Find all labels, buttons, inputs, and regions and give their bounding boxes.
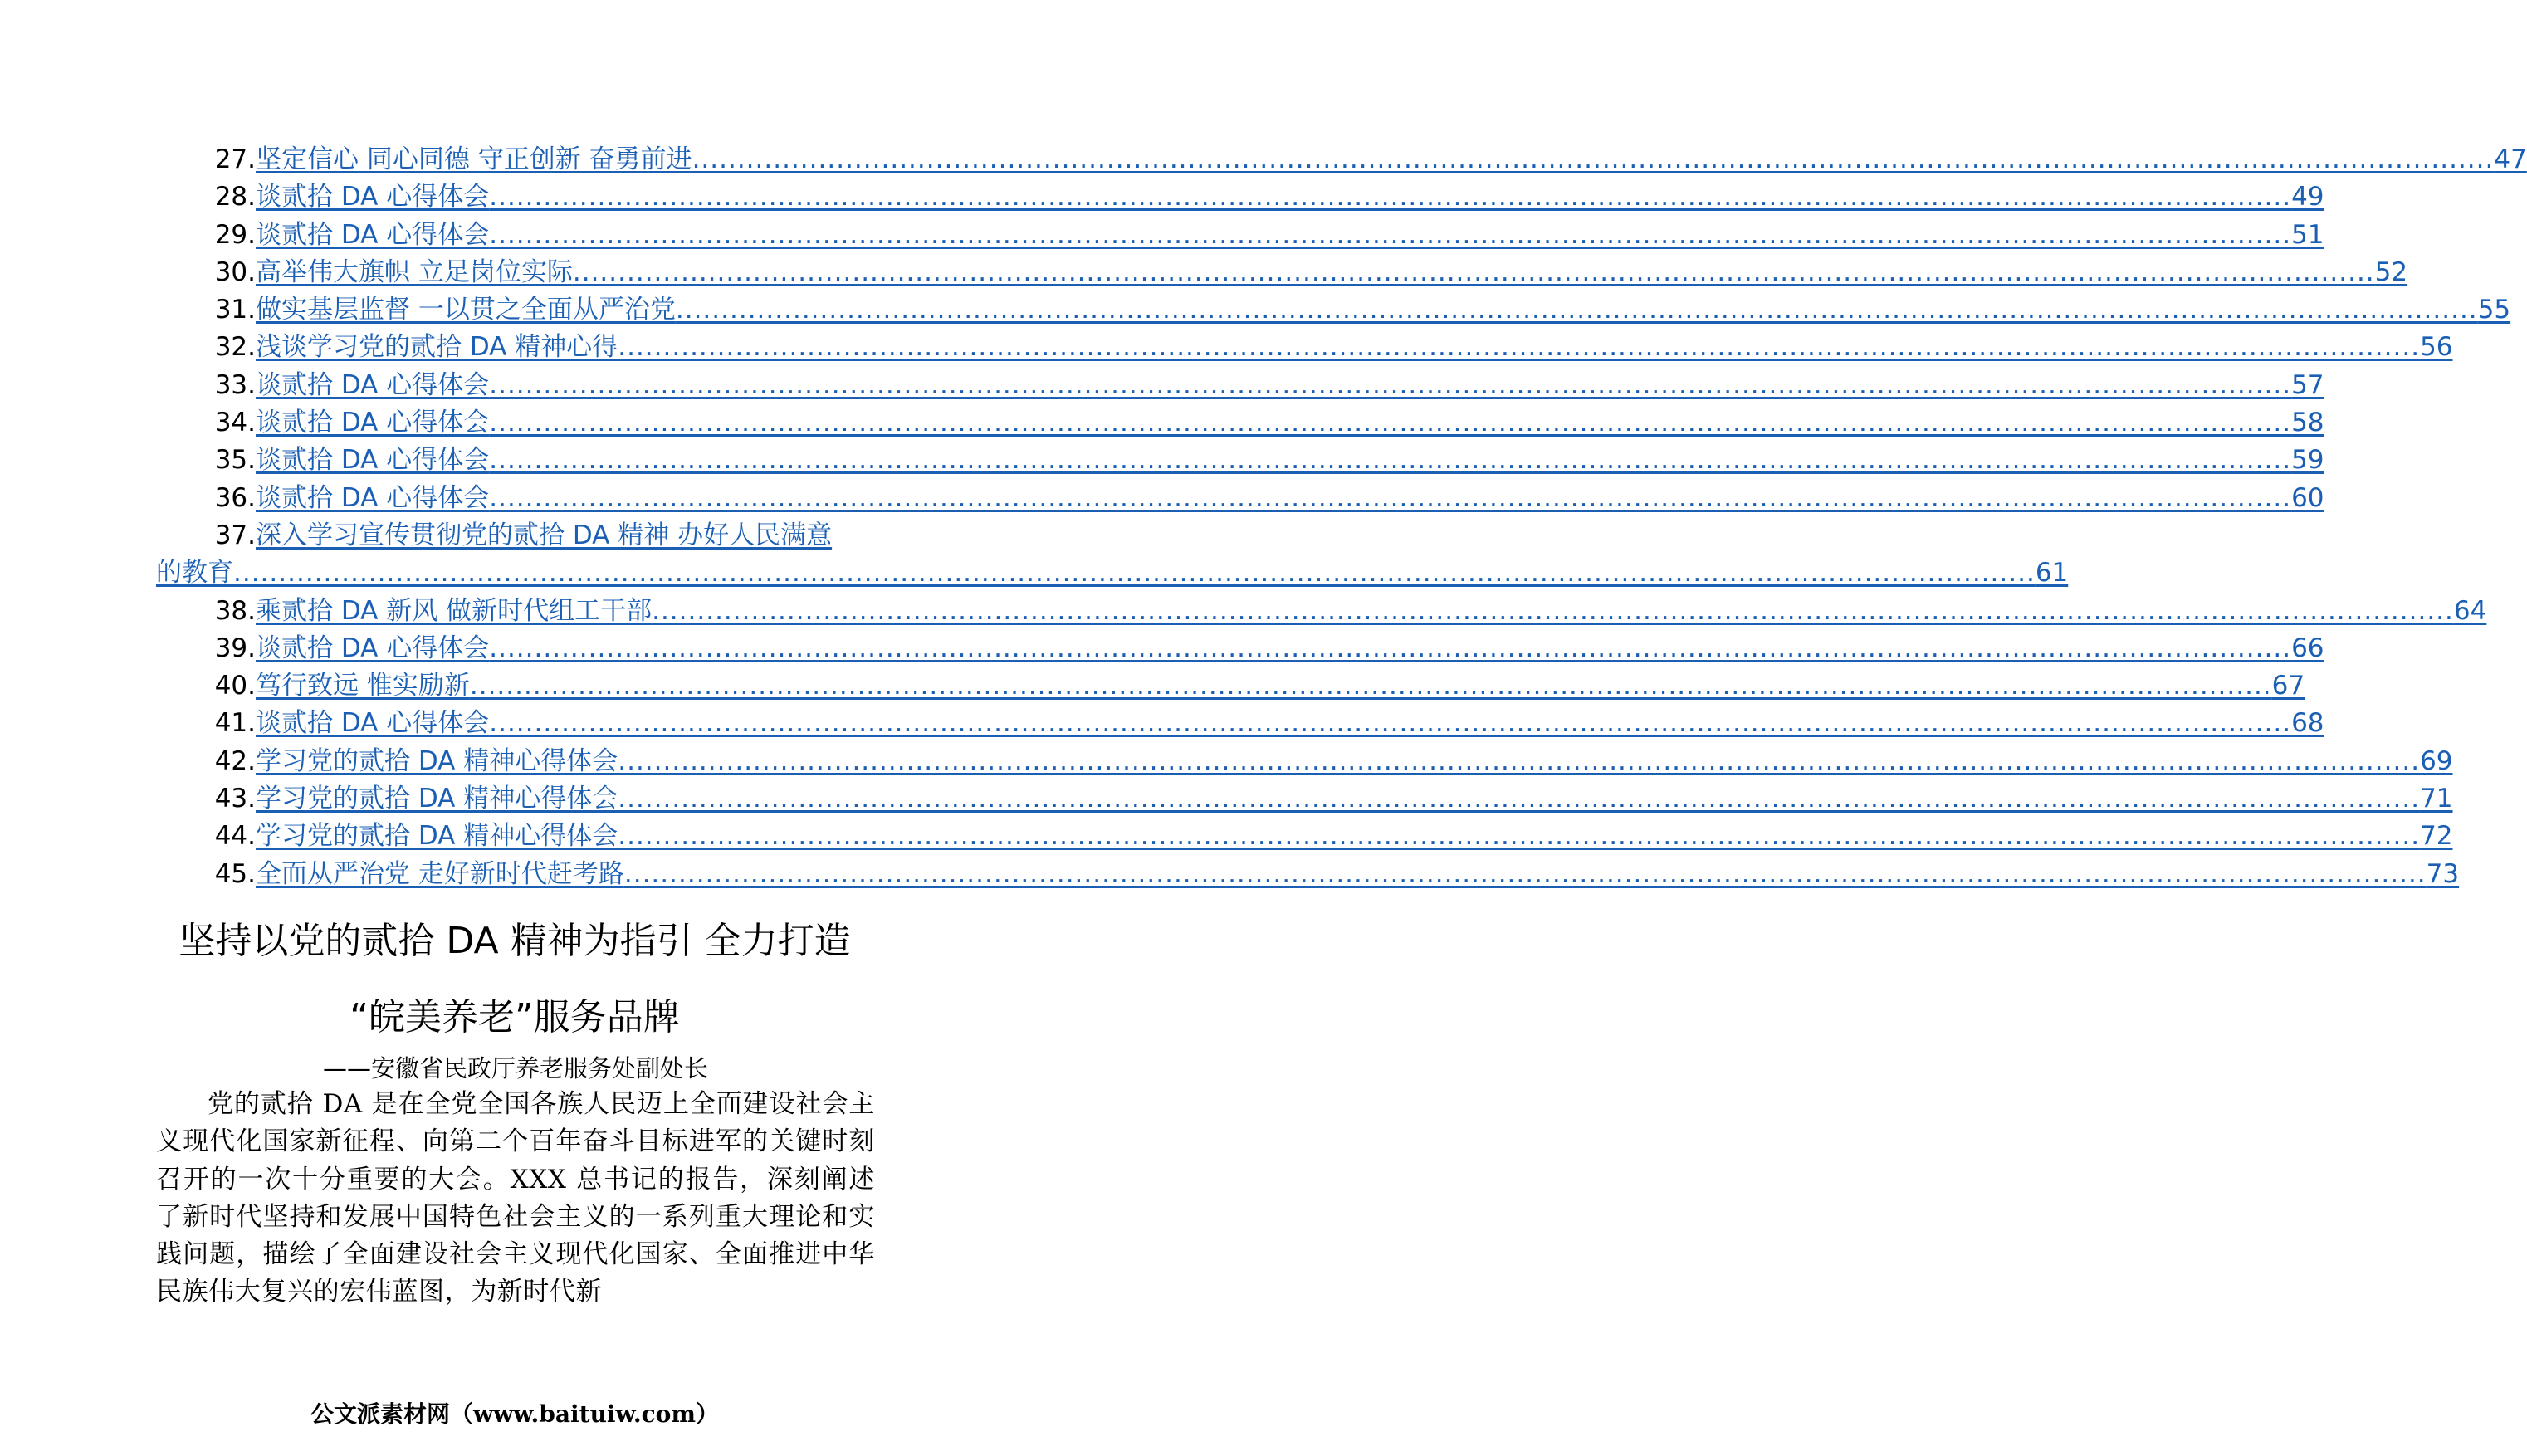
toc-leader-dots: ........................................................................................................................................................................................................ <box>675 295 2478 325</box>
toc-entry-link[interactable] <box>156 555 2069 592</box>
toc-entry-number: 33. <box>214 369 256 400</box>
toc-leader-dots: ........................................................................................................................................................................................................ <box>618 821 2421 852</box>
toc-leader-dots: ........................................................................................................................................................................................................ <box>623 858 2427 889</box>
toc-leader-dots: ........................................................................................................................................................................................................ <box>489 445 2292 476</box>
toc-entry-link[interactable] <box>256 291 2511 329</box>
toc-entry-page: 64 <box>2453 595 2487 626</box>
toc-entry-title: 谈贰拾 DA 心得体会 <box>256 369 490 400</box>
toc-entry <box>156 705 2324 742</box>
toc-entry <box>156 329 2453 366</box>
toc-entry-link[interactable] <box>256 141 2527 178</box>
toc-entry <box>156 743 2453 780</box>
toc-entry <box>156 291 2511 329</box>
toc-entry-page: 51 <box>2291 219 2324 250</box>
toc-entry-page: 66 <box>2291 633 2324 663</box>
toc-entry-link[interactable] <box>256 856 2460 893</box>
toc-entry-title: 学习党的贰拾 DA 精神心得体会 <box>256 784 618 814</box>
article-title <box>125 903 905 1056</box>
toc-leader-dots: ........................................................................................................................................................................................................ <box>469 671 2272 701</box>
toc-entry-number: 31. <box>214 295 256 325</box>
toc-entry-number: 36. <box>214 482 256 513</box>
toc-entry-title: 笃行致远 惟实励新 <box>256 671 470 701</box>
toc-entry-number: 34. <box>214 408 256 438</box>
toc-entry-number: 38. <box>214 595 256 626</box>
toc-entry-page: 72 <box>2420 821 2453 852</box>
toc-entry <box>156 178 2324 216</box>
toc-leader-dots: ........................................................................................................................................................................................................ <box>489 482 2292 513</box>
toc-entry <box>156 217 2324 254</box>
toc-entry-page: 56 <box>2420 332 2453 363</box>
toc-entry-number: 32. <box>214 332 256 363</box>
toc-entry-title: 谈贰拾 DA 心得体会 <box>256 182 490 213</box>
toc-entry-number: 44. <box>214 821 256 852</box>
toc-leader-dots: ........................................................................................................................................................................................................ <box>489 369 2292 400</box>
toc-leader-dots: ........................................................................................................................................................................................................ <box>489 708 2292 739</box>
toc-entry-number: 37. <box>214 520 256 550</box>
toc-entry-page: 67 <box>2271 671 2305 701</box>
toc-entry-number: 45. <box>214 858 256 889</box>
toc-entry-number: 30. <box>214 257 256 287</box>
toc-entry-link[interactable]: 深入学习宣传贯彻党的贰拾 DA 精神 办好人民满意 <box>256 520 833 550</box>
toc-entry-page: 71 <box>2420 784 2453 814</box>
toc-leader-dots: ........................................................................................................................................................................................................ <box>489 408 2292 438</box>
toc-entry-link[interactable] <box>256 367 2324 404</box>
toc-entry-link[interactable] <box>256 780 2453 818</box>
toc-leader-dots: ........................................................................................................................................................................................................ <box>489 633 2292 663</box>
toc-entry-link[interactable] <box>256 593 2487 630</box>
toc-leader-dots: ........................................................................................................................................................................................................ <box>233 558 2036 589</box>
toc-entry-page: 73 <box>2426 858 2460 889</box>
toc-entry-title: 高举伟大旗帜 立足岗位实际 <box>256 257 573 287</box>
toc-entry-title: 全面从严治党 走好新时代赶考路 <box>256 858 624 889</box>
toc-entry-title: 学习党的贰拾 DA 精神心得体会 <box>256 821 618 852</box>
toc-entry-page: 55 <box>2477 295 2511 325</box>
toc-leader-dots: ........................................................................................................................................................................................................ <box>572 257 2375 287</box>
toc-entry-page: 52 <box>2374 257 2408 287</box>
toc-entry-link[interactable] <box>256 667 2305 705</box>
toc-entry-link[interactable] <box>256 705 2324 742</box>
toc-entry <box>156 593 2487 630</box>
toc-entry-link[interactable] <box>256 254 2408 291</box>
toc-entry <box>156 480 2324 517</box>
toc-entry-link[interactable] <box>256 442 2324 479</box>
toc-entry-title: 学习党的贰拾 DA 精神心得体会 <box>256 745 618 776</box>
toc-entry-number: 35. <box>214 445 256 476</box>
toc-entry-page: 58 <box>2291 408 2324 438</box>
toc-entry-link[interactable] <box>256 480 2324 517</box>
toc-entry-page: 69 <box>2420 745 2453 776</box>
toc-entry-page: 68 <box>2291 708 2324 739</box>
toc-entry-title: 做实基层监督 一以贯之全面从严治党 <box>256 295 676 325</box>
toc-leader-dots: ........................................................................................................................................................................................................ <box>652 595 2454 626</box>
toc-entry <box>156 141 2527 178</box>
toc-entry <box>156 856 2460 893</box>
table-of-contents <box>156 141 2527 893</box>
toc-entry-link[interactable] <box>256 743 2453 780</box>
article-title-line-1: 坚持以党的贰拾 DA 精神为指引 全力打造 <box>178 920 851 962</box>
article-subtitle: ——安徽省民政厅养老服务处副处长 <box>322 1054 708 1082</box>
toc-entry-page: 59 <box>2291 445 2324 476</box>
toc-entry <box>156 818 2453 855</box>
toc-entry <box>156 404 2324 442</box>
toc-entry-link[interactable] <box>256 217 2324 254</box>
toc-entry-number: 29. <box>214 219 256 250</box>
article-title-line-2: “皖美养老”服务品牌 <box>349 996 680 1038</box>
toc-entry-link[interactable] <box>256 329 2453 366</box>
toc-leader-dots: ........................................................................................................................................................................................................ <box>489 182 2292 213</box>
toc-entry-number: 28. <box>214 182 256 213</box>
toc-entry-number: 43. <box>214 784 256 814</box>
toc-entry-title: 谈贰拾 DA 心得体会 <box>256 708 490 739</box>
toc-entry-number: 42. <box>214 745 256 776</box>
toc-entry-page: 60 <box>2291 482 2324 513</box>
toc-entry-title: 谈贰拾 DA 心得体会 <box>256 482 490 513</box>
toc-entry-number: 41. <box>214 708 256 739</box>
toc-entry <box>156 442 2324 479</box>
toc-entry <box>156 780 2453 818</box>
toc-entry-page: 49 <box>2291 182 2324 213</box>
toc-entry <box>156 667 2305 705</box>
toc-entry <box>156 517 2069 593</box>
toc-entry-title: 乘贰拾 DA 新风 做新时代组工干部 <box>256 595 653 626</box>
page-footer: 公文派素材网（www.baituiw.com） <box>310 1400 719 1428</box>
toc-entry-title: 浅谈学习党的贰拾 DA 精神心得 <box>256 332 618 363</box>
toc-entry-number: 40. <box>214 671 256 701</box>
toc-entry <box>156 630 2324 667</box>
toc-entry-link[interactable] <box>256 818 2453 855</box>
toc-entry-number: 27. <box>214 144 256 174</box>
toc-entry <box>156 367 2324 404</box>
toc-leader-dots: ........................................................................................................................................................................................................ <box>692 144 2495 174</box>
article-body: 党的贰拾 DA 是在全党全国各族人民迈上全面建设社会主义现代化国家新征程、向第二个百年奋斗目标进军的关键时刻召开的一次十分重要的大会。XXX 总书记的报告，深刻阐述了新时代坚持和发展中国特色社会主义的一系列重大理论和实践问题，描绘了全面建设社会主义现代化国家、全面推进中华民族伟大复兴的宏伟蓝图，为新时代新 <box>156 1089 875 1307</box>
toc-entry-link[interactable] <box>256 630 2324 667</box>
toc-entry-title: 的教育 <box>156 558 233 589</box>
toc-leader-dots: ........................................................................................................................................................................................................ <box>489 219 2292 250</box>
toc-entry-link[interactable] <box>256 178 2324 216</box>
toc-entry-title: 谈贰拾 DA 心得体会 <box>256 445 490 476</box>
toc-entry-number: 39. <box>214 633 256 663</box>
toc-entry-title: 谈贰拾 DA 心得体会 <box>256 219 490 250</box>
toc-entry-title: 谈贰拾 DA 心得体会 <box>256 633 490 663</box>
toc-entry-page: 61 <box>2035 558 2069 589</box>
toc-entry-title: 谈贰拾 DA 心得体会 <box>256 408 490 438</box>
toc-leader-dots: ........................................................................................................................................................................................................ <box>618 745 2421 776</box>
toc-entry-page: 47 <box>2494 144 2527 174</box>
toc-leader-dots: ........................................................................................................................................................................................................ <box>618 332 2421 363</box>
toc-leader-dots: ........................................................................................................................................................................................................ <box>618 784 2421 814</box>
toc-entry-page: 57 <box>2291 369 2324 400</box>
toc-entry <box>156 254 2408 291</box>
toc-entry-link[interactable] <box>256 404 2324 442</box>
toc-entry-title: 坚定信心 同心同德 守正创新 奋勇前进 <box>256 144 692 174</box>
